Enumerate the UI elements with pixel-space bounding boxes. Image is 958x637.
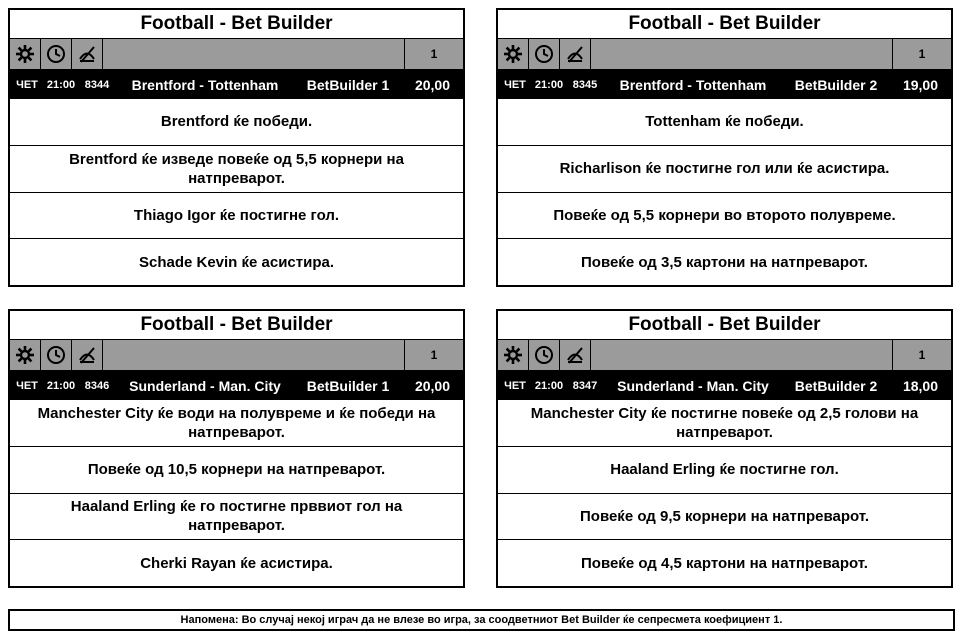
card-toolbar bbox=[10, 39, 463, 70]
match-time: 21:00 bbox=[46, 379, 76, 392]
selection-row: Thiago Igor ќе постигне гол. bbox=[10, 192, 463, 239]
card-title: Football - Bet Builder bbox=[10, 10, 463, 39]
selection-list bbox=[498, 400, 951, 586]
match-teams: Sunderland - Man. City bbox=[129, 377, 281, 394]
selection-row: Brentford ќе победи. bbox=[160, 113, 313, 131]
selection-row: Haaland Erling ќе го постигне прввиот гол на натпреварот. bbox=[10, 493, 463, 540]
match-row[interactable] bbox=[498, 371, 951, 400]
clock-icon[interactable] bbox=[41, 39, 72, 69]
bet-card bbox=[8, 8, 465, 287]
gear-icon[interactable] bbox=[498, 340, 529, 370]
selection-list bbox=[498, 99, 951, 285]
bet-card bbox=[496, 309, 953, 588]
match-day: ЧЕТ bbox=[504, 78, 526, 91]
toolbar-spacer bbox=[591, 340, 893, 370]
selection-row: Повеќе од 10,5 корнери на натпреварот. bbox=[10, 446, 463, 493]
match-day: ЧЕТ bbox=[16, 379, 38, 392]
match-time: 21:00 bbox=[534, 78, 564, 91]
card-title: Football - Bet Builder bbox=[498, 311, 951, 340]
selection-row: Schade Kevin ќе асистира. bbox=[10, 238, 463, 285]
odds-value[interactable]: 18,00 bbox=[902, 377, 939, 394]
match-teams: Brentford - Tottenham bbox=[131, 76, 279, 93]
odds-value[interactable]: 20,00 bbox=[414, 377, 451, 394]
clock-icon[interactable] bbox=[529, 340, 560, 370]
selection-row: Cherki Rayan ќе асистира. bbox=[10, 539, 463, 586]
match-code: 8345 bbox=[572, 78, 598, 91]
selection-row: Brentford ќе изведе повеќе од 5,5 корнери на натпреварот. bbox=[10, 145, 463, 192]
match-row[interactable] bbox=[10, 70, 463, 99]
card-toolbar bbox=[10, 340, 463, 371]
selection-list bbox=[10, 99, 463, 285]
toolbar-spacer bbox=[103, 39, 405, 69]
selection-row: Tottenham ќе победи. bbox=[645, 113, 804, 131]
match-day: ЧЕТ bbox=[16, 78, 38, 91]
selection-row: Повеќе од 3,5 картони на натпреварот. bbox=[498, 238, 951, 285]
bet-builder-label: BetBuilder 2 bbox=[794, 76, 878, 93]
selection-row: Richarlison ќе постигне гол или ќе асистира. bbox=[498, 145, 951, 192]
toolbar-number: 1 bbox=[918, 348, 926, 362]
odds-value[interactable]: 19,00 bbox=[902, 76, 939, 93]
odds-value[interactable]: 20,00 bbox=[414, 76, 451, 93]
match-day: ЧЕТ bbox=[504, 379, 526, 392]
gear-icon[interactable] bbox=[10, 340, 41, 370]
no-signal-icon[interactable] bbox=[72, 39, 103, 69]
no-signal-icon[interactable] bbox=[72, 340, 103, 370]
match-code: 8347 bbox=[572, 379, 598, 392]
bet-card bbox=[8, 309, 465, 588]
card-toolbar bbox=[498, 340, 951, 371]
toolbar-number: 1 bbox=[918, 47, 926, 61]
footer-note: Напомена: Во случај некој играч да не влезе во игра, за соодветниот Bet Builder ќе сепресмета коефициент 1. bbox=[8, 609, 955, 631]
bet-card bbox=[496, 8, 953, 287]
selection-row: Повеќе од 4,5 картони на натпреварот. bbox=[498, 539, 951, 586]
card-title: Football - Bet Builder bbox=[498, 10, 951, 39]
clock-icon[interactable] bbox=[529, 39, 560, 69]
card-title: Football - Bet Builder bbox=[10, 311, 463, 340]
selection-row: Manchester City ќе постигне повеќе од 2,5 голови на натпреварот. bbox=[530, 404, 919, 441]
selection-list bbox=[10, 400, 463, 586]
match-teams: Sunderland - Man. City bbox=[617, 377, 769, 394]
bet-builder-label: BetBuilder 1 bbox=[306, 76, 390, 93]
bet-builder-label: BetBuilder 1 bbox=[306, 377, 390, 394]
selection-row: Повеќе од 5,5 корнери во второто полувреме. bbox=[498, 192, 951, 239]
card-toolbar bbox=[498, 39, 951, 70]
gear-icon[interactable] bbox=[498, 39, 529, 69]
gear-icon[interactable] bbox=[10, 39, 41, 69]
match-row[interactable] bbox=[10, 371, 463, 400]
selection-row: Повеќе од 9,5 корнери на натпреварот. bbox=[498, 493, 951, 540]
no-signal-icon[interactable] bbox=[560, 39, 591, 69]
selection-row: Manchester City ќе води на полувреме и ќе победи на натпреварот. bbox=[37, 404, 436, 441]
toolbar-spacer bbox=[591, 39, 893, 69]
match-time: 21:00 bbox=[534, 379, 564, 392]
match-time: 21:00 bbox=[46, 78, 76, 91]
match-code: 8344 bbox=[84, 78, 110, 91]
clock-icon[interactable] bbox=[41, 340, 72, 370]
no-signal-icon[interactable] bbox=[560, 340, 591, 370]
match-row[interactable] bbox=[498, 70, 951, 99]
toolbar-number: 1 bbox=[430, 348, 438, 362]
toolbar-number: 1 bbox=[430, 47, 438, 61]
bet-builder-label: BetBuilder 2 bbox=[794, 377, 878, 394]
match-code: 8346 bbox=[84, 379, 110, 392]
selection-row: Haaland Erling ќе постигне гол. bbox=[498, 446, 951, 493]
toolbar-spacer bbox=[103, 340, 405, 370]
match-teams: Brentford - Tottenham bbox=[619, 76, 767, 93]
